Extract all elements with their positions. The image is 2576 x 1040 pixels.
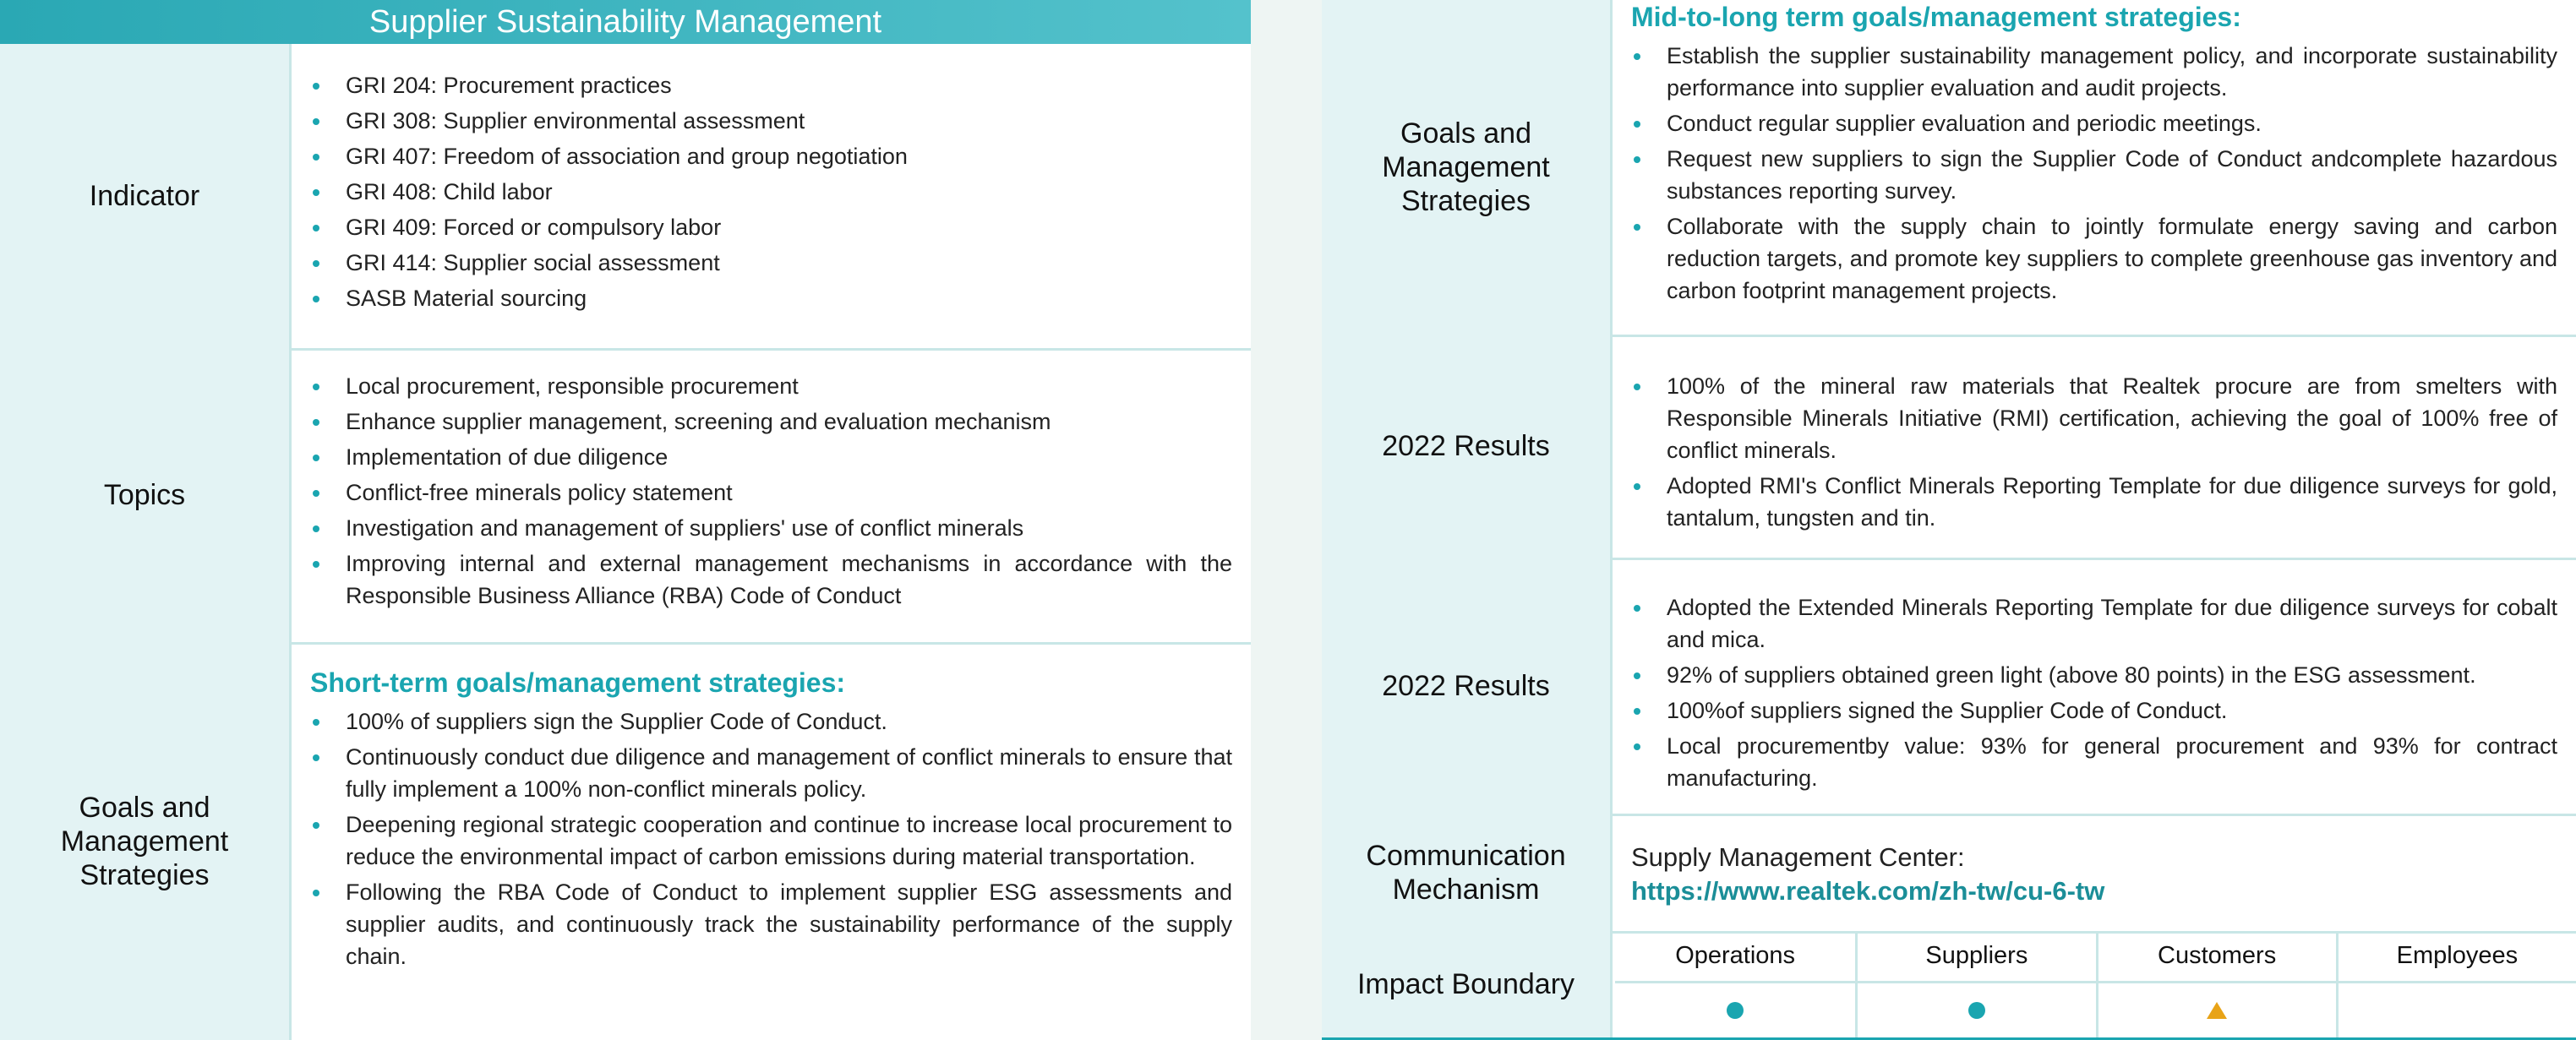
impact-header-employees: Employees [2336, 931, 2576, 983]
list-item: Establish the supplier sustainability management policy, and incorporate sustainability performance into supplier evaluation and audit projects. [1631, 40, 2557, 104]
list-item: 100% of suppliers sign the Supplier Code of Conduct. [310, 705, 1232, 738]
list-item: Local procurementby value: 93% for general procurement and 93% for contract manufacturing. [1631, 730, 2557, 794]
list-item: GRI 204: Procurement practices [310, 69, 1232, 101]
impact-cell-operations [1615, 983, 1855, 1037]
results-label-2: 2022 Results [1322, 558, 1613, 814]
list-item: Conduct regular supplier evaluation and periodic meetings. [1631, 107, 2557, 139]
communication-link[interactable]: https://www.realtek.com/zh-tw/cu-6-tw [1631, 876, 2105, 906]
page-title: Supplier Sustainability Management [0, 0, 1251, 44]
list-item: GRI 308: Supplier environmental assessment [310, 105, 1232, 137]
list-item: Collaborate with the supply chain to jointly formulate energy saving and carbon reduction targets, and promote key suppliers to complete greenhouse gas inventory and carbon footprint management projects. [1631, 210, 2557, 307]
results-row-1 [1322, 335, 2576, 560]
list-item: SASB Material sourcing [310, 282, 1232, 314]
list-item: Implementation of due diligence [310, 441, 1232, 473]
results-list-1 [1631, 370, 2557, 534]
list-item: 92% of suppliers obtained green light (above 80 points) in the ESG assessment. [1631, 659, 2557, 691]
topics-label: Topics [0, 348, 292, 642]
goals-mid-label-text: Goals and Management Strategies [1382, 117, 1550, 217]
indicator-list [310, 69, 1232, 314]
list-item: Adopted the Extended Minerals Reporting Template for due diligence surveys for cobalt and mica. [1631, 591, 2557, 656]
list-item: Adopted RMI's Conflict Minerals Reporting Template for due diligence surveys for gold, tantalum, tungsten and tin. [1631, 470, 2557, 534]
list-item: GRI 414: Supplier social assessment [310, 247, 1232, 279]
list-item: Following the RBA Code of Conduct to implement supplier ESG assessments and supplier audits, and continuously track the sustainability performance of the supply chain. [310, 876, 1232, 972]
impact-header-suppliers: Suppliers [1855, 931, 2095, 983]
list-item: 100%of suppliers signed the Supplier Code of Conduct. [1631, 694, 2557, 727]
impact-header-customers: Customers [2096, 931, 2336, 983]
communication-label [1322, 814, 1613, 931]
list-item: Continuously conduct due diligence and management of conflict minerals to ensure that fully implement a 100% non-conflict minerals policy. [310, 741, 1232, 805]
right-panel [1322, 0, 2576, 1040]
impact-cell-suppliers [1855, 983, 2095, 1037]
goals-short-label [0, 642, 292, 1040]
topics-row [0, 348, 1251, 645]
short-term-subtitle: Short-term goals/management strategies: [310, 667, 846, 698]
list-item: GRI 409: Forced or compulsory labor [310, 211, 1232, 243]
impact-grid [1615, 931, 2576, 1037]
list-item: Improving internal and external management mechanisms in accordance with the Responsible Business Alliance (RBA) Code of Conduct [310, 547, 1232, 612]
list-item: Request new suppliers to sign the Supplier Code of Conduct andcomplete hazardous substances reporting survey. [1631, 143, 2557, 207]
short-term-list [310, 705, 1232, 972]
list-item: GRI 407: Freedom of association and group negotiation [310, 140, 1232, 172]
list-item: GRI 408: Child labor [310, 176, 1232, 208]
mid-term-list [1631, 40, 2557, 307]
results-list-2 [1631, 591, 2557, 794]
communication-text: Supply Management Center: [1631, 842, 1965, 872]
goals-short-label-text: Goals and Management Strategies [60, 791, 229, 891]
circle-icon [1727, 1002, 1744, 1019]
impact-cell-customers [2096, 983, 2336, 1037]
indicator-row [0, 44, 1251, 351]
impact-row [1322, 931, 2576, 1040]
list-item: Investigation and management of suppliers' use of conflict minerals [310, 512, 1232, 544]
list-item: Conflict-free minerals policy statement [310, 476, 1232, 509]
results-row-2 [1322, 558, 2576, 816]
left-panel [0, 0, 1251, 1040]
circle-icon [1968, 1002, 1985, 1019]
communication-label-text: Communication Mechanism [1366, 839, 1566, 906]
results-label-1: 2022 Results [1322, 335, 1613, 558]
list-item: Deepening regional strategic cooperation and continue to increase local procurement to reduce the environmental impact of carbon emissions during material transportation. [310, 809, 1232, 873]
mid-term-subtitle: Mid-to-long term goals/management strategies: [1631, 2, 2241, 32]
goals-mid-row [1322, 0, 2576, 337]
impact-cell-employees [2336, 983, 2576, 1037]
goals-short-row [0, 642, 1251, 1040]
goals-mid-label [1322, 0, 1613, 335]
indicator-label: Indicator [0, 44, 292, 348]
list-item: Local procurement, responsible procurement [310, 370, 1232, 402]
impact-label: Impact Boundary [1322, 931, 1613, 1037]
impact-header-operations: Operations [1615, 931, 1855, 983]
communication-row [1322, 814, 2576, 934]
topics-list [310, 370, 1232, 612]
triangle-icon [2207, 1002, 2227, 1019]
list-item: Enhance supplier management, screening and evaluation mechanism [310, 406, 1232, 438]
list-item: 100% of the mineral raw materials that Realtek procure are from smelters with Responsible Minerals Initiative (RMI) certification, achieving the goal of 100% free of conflict minerals. [1631, 370, 2557, 466]
